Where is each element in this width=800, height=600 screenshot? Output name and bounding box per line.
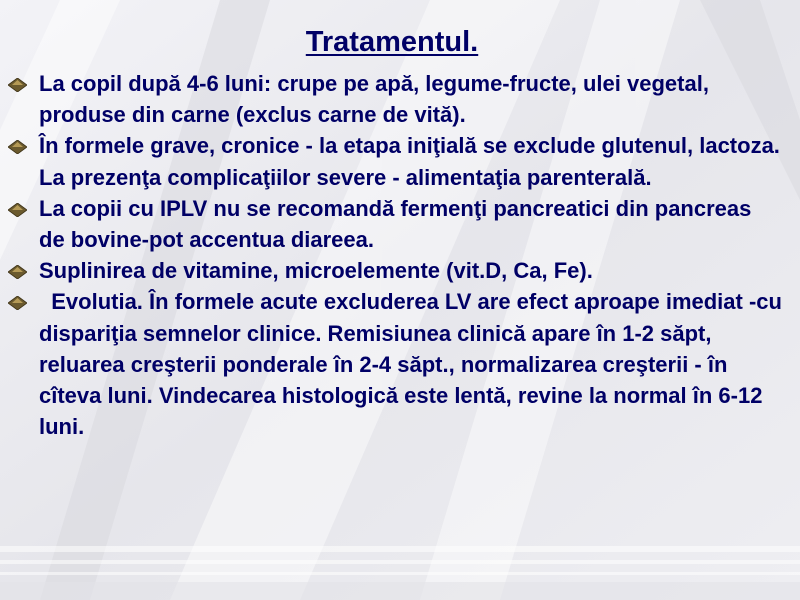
bronze-diamond-bullet-icon xyxy=(8,265,27,279)
bullet-text: La copil după 4-6 luni: crupe pe apă, legume-fructe, ulei vegetal, produse din carne (exclus carne de vită). xyxy=(39,71,709,128)
bullet-item-vitamins xyxy=(8,255,783,286)
bullet-text: În formele grave, cronice - la etapa iniţială se exclude glutenul, lactoza. La prezenţa complicaţiilor severe - alimentaţia parenterală. xyxy=(39,133,780,190)
bronze-diamond-bullet-icon xyxy=(8,140,27,154)
bronze-diamond-bullet-icon xyxy=(8,78,27,92)
bullet-text: Suplinirea de vitamine, microelemente (vit.D, Ca, Fe). xyxy=(39,258,593,284)
bronze-diamond-bullet-icon xyxy=(8,296,27,310)
bullet-item-evolution xyxy=(8,286,789,442)
bullet-item-iplv xyxy=(8,193,783,255)
bullet-text: Evolutia. În formele acute excluderea LV are efect aproape imediat -cu dispariţia semnelor clinice. Remisiunea clinică apare în 1-2 săpt, reluarea creşterii ponderale în 2-4 săpt., normalizarea creşterii - în cîteva luni. Vindecarea histologică este lentă, revine la normal în 6-12 luni. xyxy=(39,289,789,440)
bullet-text: La copii cu IPLV nu se recomandă fermenţi pancreatici din pancreas de bovine-pot accentua diareea. xyxy=(39,195,752,253)
bullet-list xyxy=(8,68,789,442)
bullet-item-diet xyxy=(8,68,783,130)
bronze-diamond-bullet-icon xyxy=(8,203,27,217)
bullet-item-severe-forms xyxy=(8,130,783,192)
slide-title: Tratamentul. xyxy=(305,26,479,58)
